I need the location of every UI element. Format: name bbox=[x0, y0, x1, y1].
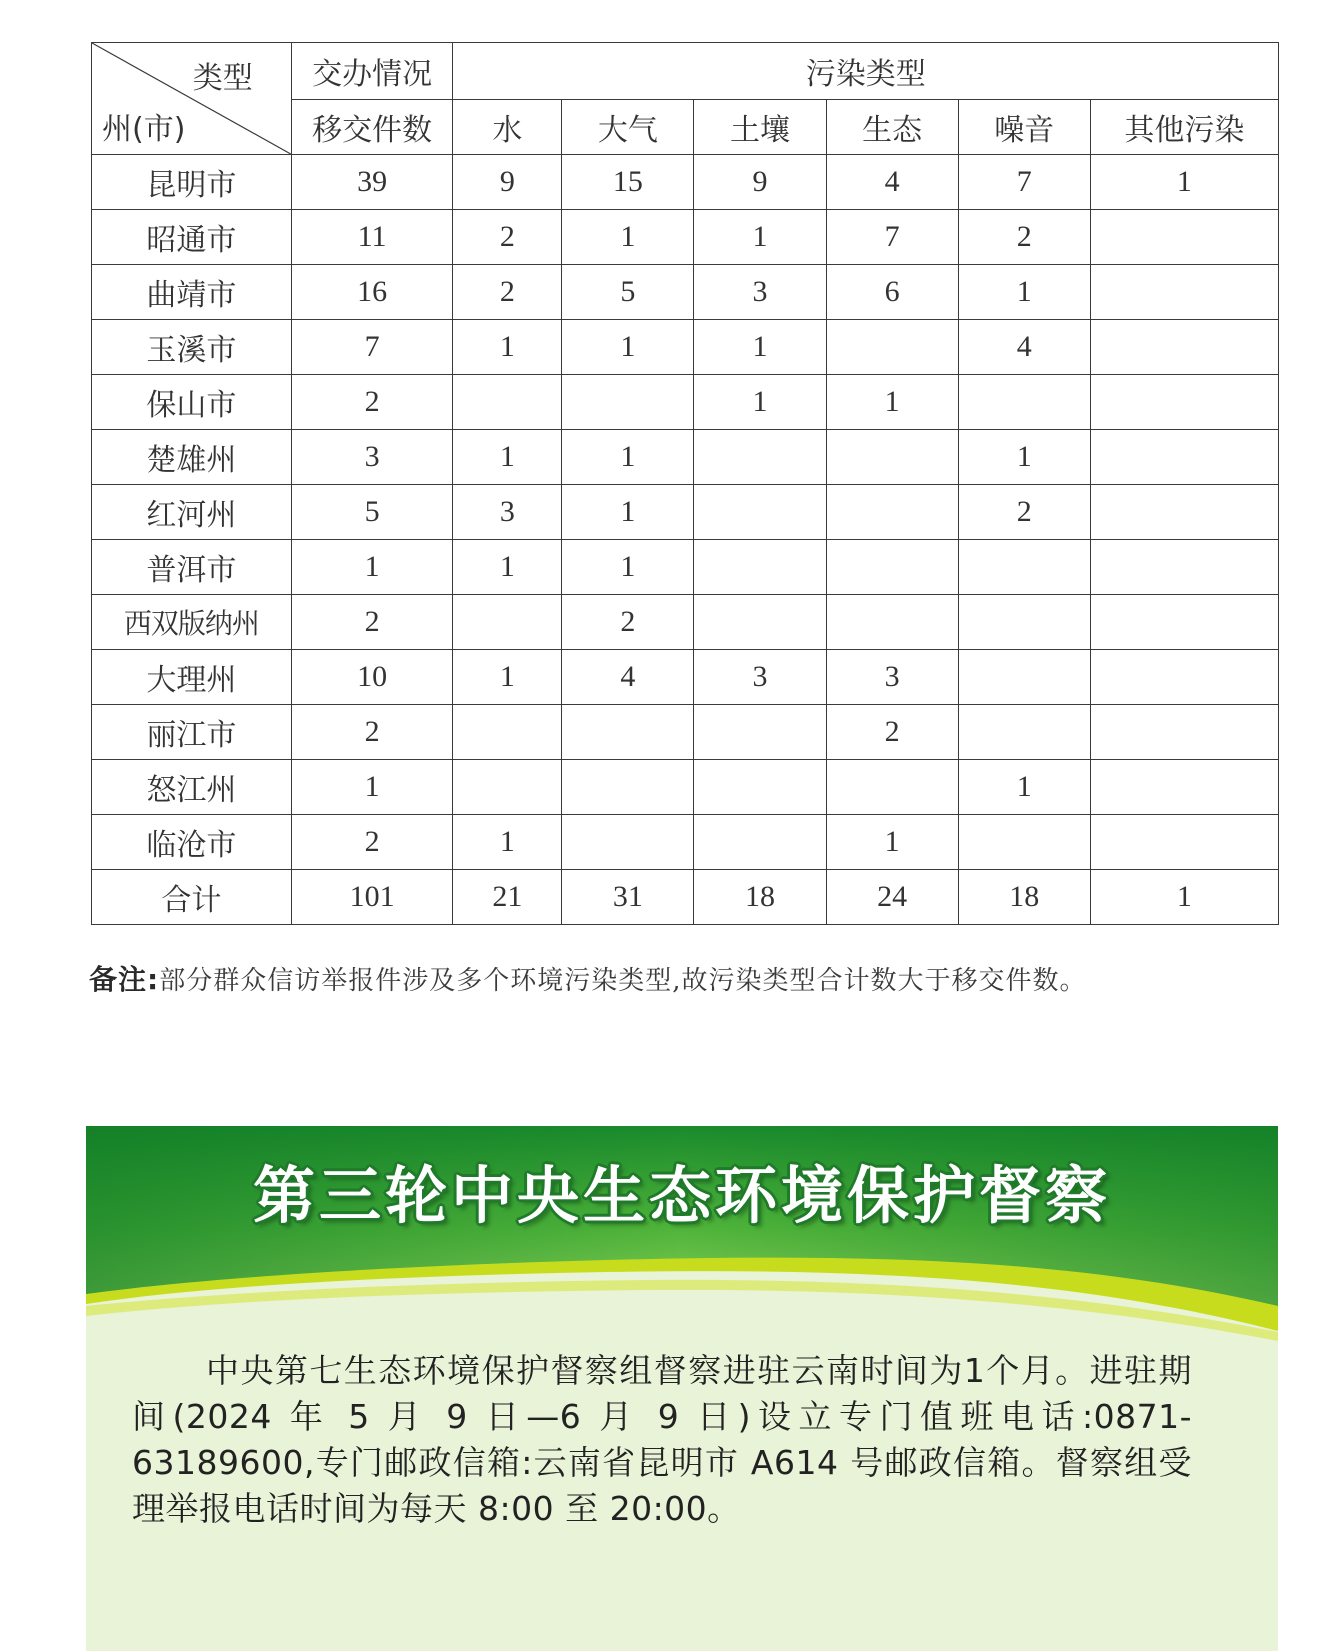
cell-noise bbox=[958, 705, 1090, 760]
cell-air: 31 bbox=[562, 870, 694, 925]
table-row bbox=[92, 375, 1279, 430]
cell-water bbox=[453, 595, 562, 650]
table-row bbox=[92, 540, 1279, 595]
col-header-noise: 噪音 bbox=[958, 100, 1090, 155]
col-header-soil: 土壤 bbox=[694, 100, 826, 155]
cell-region: 楚雄州 bbox=[92, 430, 292, 485]
cell-region: 保山市 bbox=[92, 375, 292, 430]
table-row bbox=[92, 210, 1279, 265]
cell-water: 21 bbox=[453, 870, 562, 925]
pollution-stats-table bbox=[91, 42, 1279, 925]
cell-other bbox=[1090, 650, 1278, 705]
cell-air: 5 bbox=[562, 265, 694, 320]
group-header-assign: 交办情况 bbox=[291, 43, 453, 100]
cell-noise: 18 bbox=[958, 870, 1090, 925]
cell-region: 玉溪市 bbox=[92, 320, 292, 375]
cell-noise bbox=[958, 595, 1090, 650]
cell-region: 昭通市 bbox=[92, 210, 292, 265]
cell-count: 2 bbox=[291, 375, 453, 430]
cell-count: 39 bbox=[291, 155, 453, 210]
cell-region: 大理州 bbox=[92, 650, 292, 705]
cell-water: 2 bbox=[453, 210, 562, 265]
cell-region: 普洱市 bbox=[92, 540, 292, 595]
cell-soil bbox=[694, 540, 826, 595]
group-header-pollution: 污染类型 bbox=[453, 43, 1279, 100]
cell-region: 曲靖市 bbox=[92, 265, 292, 320]
cell-region: 怒江州 bbox=[92, 760, 292, 815]
cell-ecology bbox=[826, 320, 958, 375]
cell-ecology: 1 bbox=[826, 375, 958, 430]
cell-count: 7 bbox=[291, 320, 453, 375]
cell-air: 1 bbox=[562, 430, 694, 485]
cell-air bbox=[562, 705, 694, 760]
corner-type-label: 类型 bbox=[192, 61, 253, 96]
cell-ecology bbox=[826, 430, 958, 485]
cell-count: 2 bbox=[291, 595, 453, 650]
col-header-ecology: 生态 bbox=[826, 100, 958, 155]
cell-ecology: 1 bbox=[826, 815, 958, 870]
cell-other bbox=[1090, 540, 1278, 595]
cell-soil bbox=[694, 485, 826, 540]
col-header-air: 大气 bbox=[562, 100, 694, 155]
footnote-text: 部分群众信访举报件涉及多个环境污染类型,故污染类型合计数大于移交件数。 bbox=[159, 966, 1087, 996]
cell-noise: 1 bbox=[958, 265, 1090, 320]
cell-noise bbox=[958, 375, 1090, 430]
cell-air bbox=[562, 375, 694, 430]
table-row bbox=[92, 265, 1279, 320]
cell-other bbox=[1090, 375, 1278, 430]
cell-air bbox=[562, 815, 694, 870]
cell-region: 红河州 bbox=[92, 485, 292, 540]
cell-other: 1 bbox=[1090, 155, 1278, 210]
cell-water bbox=[453, 375, 562, 430]
cell-air: 2 bbox=[562, 595, 694, 650]
col-header-water: 水 bbox=[453, 100, 562, 155]
table-row bbox=[92, 430, 1279, 485]
cell-air bbox=[562, 760, 694, 815]
cell-other bbox=[1090, 760, 1278, 815]
cell-noise: 2 bbox=[958, 485, 1090, 540]
cell-other bbox=[1090, 705, 1278, 760]
cell-noise: 4 bbox=[958, 320, 1090, 375]
cell-soil: 3 bbox=[694, 650, 826, 705]
cell-region: 合计 bbox=[92, 870, 292, 925]
table-footnote bbox=[89, 958, 1299, 998]
col-header-count: 移交件数 bbox=[291, 100, 453, 155]
cell-other bbox=[1090, 265, 1278, 320]
table-row bbox=[92, 485, 1279, 540]
cell-region: 丽江市 bbox=[92, 705, 292, 760]
cell-ecology: 7 bbox=[826, 210, 958, 265]
table-row-total bbox=[92, 870, 1279, 925]
cell-water bbox=[453, 705, 562, 760]
notice-title: 第三轮中央生态环境保护督察 bbox=[252, 1159, 1111, 1232]
table-row bbox=[92, 705, 1279, 760]
cell-region: 临沧市 bbox=[92, 815, 292, 870]
cell-other bbox=[1090, 485, 1278, 540]
table-row bbox=[92, 815, 1279, 870]
cell-soil bbox=[694, 595, 826, 650]
cell-noise: 7 bbox=[958, 155, 1090, 210]
cell-soil: 18 bbox=[694, 870, 826, 925]
cell-soil: 1 bbox=[694, 210, 826, 265]
cell-water bbox=[453, 760, 562, 815]
cell-other bbox=[1090, 210, 1278, 265]
cell-ecology: 24 bbox=[826, 870, 958, 925]
cell-noise bbox=[958, 650, 1090, 705]
cell-other bbox=[1090, 320, 1278, 375]
cell-soil bbox=[694, 760, 826, 815]
cell-soil: 3 bbox=[694, 265, 826, 320]
table-row bbox=[92, 595, 1279, 650]
cell-ecology: 4 bbox=[826, 155, 958, 210]
cell-ecology bbox=[826, 485, 958, 540]
cell-other bbox=[1090, 815, 1278, 870]
col-header-other: 其他污染 bbox=[1090, 100, 1278, 155]
cell-count: 10 bbox=[291, 650, 453, 705]
cell-water: 1 bbox=[453, 320, 562, 375]
cell-count: 16 bbox=[291, 265, 453, 320]
cell-air: 1 bbox=[562, 485, 694, 540]
table-row bbox=[92, 650, 1279, 705]
cell-count: 1 bbox=[291, 760, 453, 815]
cell-other bbox=[1090, 430, 1278, 485]
cell-noise bbox=[958, 540, 1090, 595]
footnote-label: 备注: bbox=[89, 963, 160, 996]
notice-body-text: 中央第七生态环境保护督察组督察进驻云南时间为1个月。进驻期间(2024 年 5 月 9 日—6 月 9 日)设立专门值班电话:0871-63189600,专门邮政信箱:云南省昆明市 A614 号邮政信箱。督察组受理举报电话时间为每天 8:00 至 20:00。 bbox=[132, 1351, 1192, 1528]
table-row bbox=[92, 760, 1279, 815]
pollution-stats-table-wrap bbox=[91, 42, 1279, 925]
cell-water: 1 bbox=[453, 650, 562, 705]
cell-water: 2 bbox=[453, 265, 562, 320]
cell-soil: 1 bbox=[694, 320, 826, 375]
cell-region: 西双版纳州 bbox=[92, 595, 292, 650]
cell-soil bbox=[694, 430, 826, 485]
cell-count: 2 bbox=[291, 815, 453, 870]
cell-water: 1 bbox=[453, 430, 562, 485]
cell-ecology bbox=[826, 595, 958, 650]
cell-count: 101 bbox=[291, 870, 453, 925]
cell-ecology: 3 bbox=[826, 650, 958, 705]
cell-ecology: 6 bbox=[826, 265, 958, 320]
cell-other: 1 bbox=[1090, 870, 1278, 925]
table-body bbox=[92, 155, 1279, 925]
cell-noise bbox=[958, 815, 1090, 870]
table-row bbox=[92, 320, 1279, 375]
cell-water: 3 bbox=[453, 485, 562, 540]
cell-soil: 9 bbox=[694, 155, 826, 210]
cell-soil: 1 bbox=[694, 375, 826, 430]
cell-ecology bbox=[826, 540, 958, 595]
cell-ecology: 2 bbox=[826, 705, 958, 760]
cell-count: 3 bbox=[291, 430, 453, 485]
cell-water: 1 bbox=[453, 540, 562, 595]
cell-count: 1 bbox=[291, 540, 453, 595]
inspection-notice-box bbox=[86, 1126, 1278, 1651]
cell-water: 1 bbox=[453, 815, 562, 870]
cell-count: 2 bbox=[291, 705, 453, 760]
cell-air: 1 bbox=[562, 540, 694, 595]
cell-air: 1 bbox=[562, 210, 694, 265]
corner-region-label: 州(市) bbox=[102, 112, 186, 147]
cell-region: 昆明市 bbox=[92, 155, 292, 210]
cell-air: 4 bbox=[562, 650, 694, 705]
cell-soil bbox=[694, 815, 826, 870]
cell-noise: 2 bbox=[958, 210, 1090, 265]
cell-count: 11 bbox=[291, 210, 453, 265]
table-row bbox=[92, 155, 1279, 210]
cell-soil bbox=[694, 705, 826, 760]
cell-other bbox=[1090, 595, 1278, 650]
cell-water: 9 bbox=[453, 155, 562, 210]
cell-noise: 1 bbox=[958, 430, 1090, 485]
cell-noise: 1 bbox=[958, 760, 1090, 815]
cell-air: 1 bbox=[562, 320, 694, 375]
corner-header-cell bbox=[92, 43, 292, 155]
header-row-groups bbox=[92, 43, 1279, 100]
cell-ecology bbox=[826, 760, 958, 815]
cell-air: 15 bbox=[562, 155, 694, 210]
cell-count: 5 bbox=[291, 485, 453, 540]
